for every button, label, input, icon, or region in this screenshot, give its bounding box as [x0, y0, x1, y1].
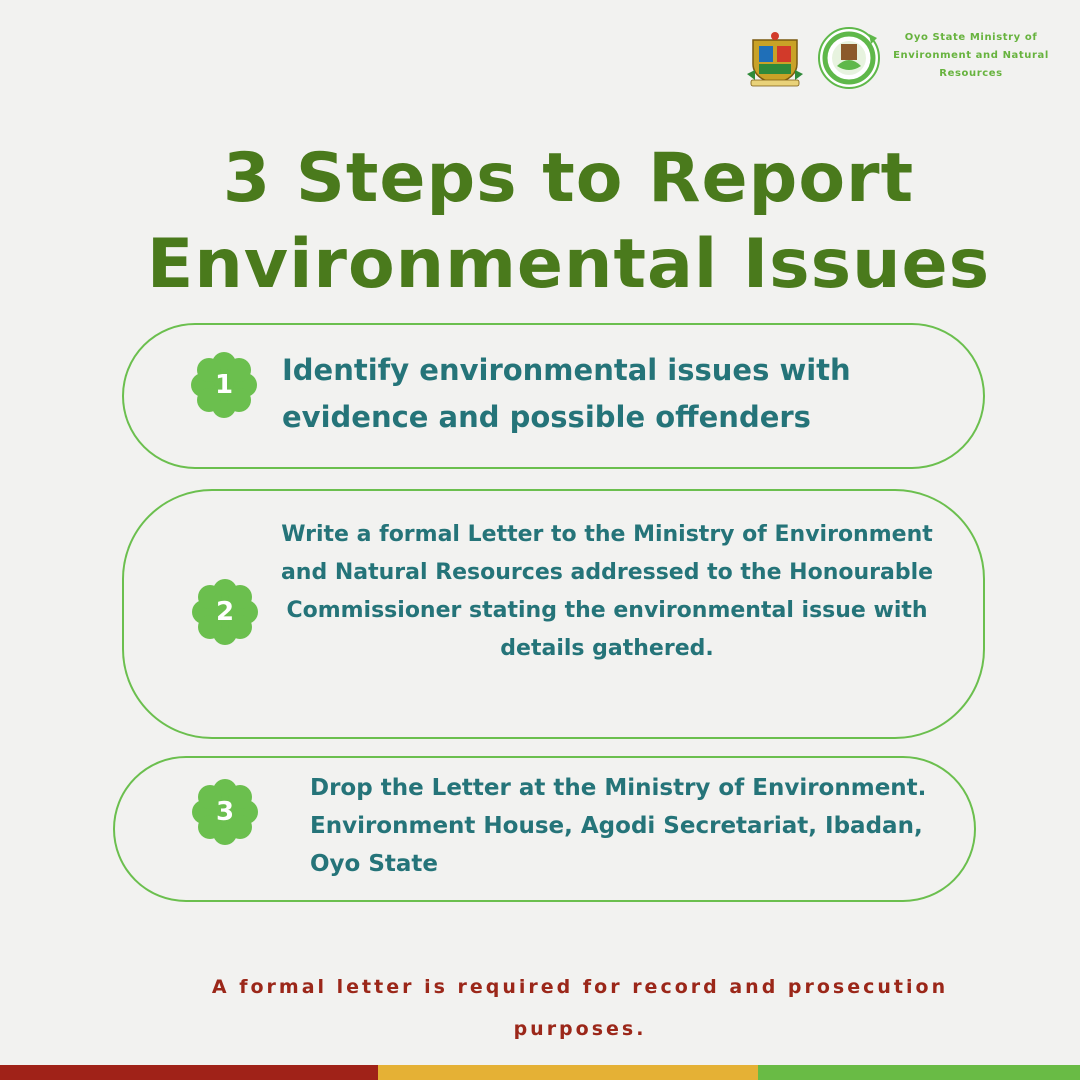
step-text-2: Write a formal Letter to the Ministry of Environment and Natural Resources addressed to the Honourable Commissioner stating the environmental issue with details gathered.: [280, 522, 934, 661]
step-number: 3: [215, 797, 235, 827]
step-number: 1: [214, 370, 234, 400]
footer-bar-red: [0, 1065, 378, 1080]
step-badge-3: [189, 776, 261, 848]
step-badge-2: [189, 576, 261, 648]
step-text-3: Drop the Letter at the Ministry of Environment. Environment House, Agodi Secretariat, Ibadan, Oyo State: [310, 775, 927, 877]
page-title: 3 Steps to Report Environmental Issues: [146, 139, 991, 304]
step-text-1: Identify environmental issues with evidence and possible offenders: [282, 353, 851, 434]
footer-bar-yellow: [378, 1065, 758, 1080]
ministry-logo-icon: [817, 26, 881, 90]
header: [745, 26, 1065, 92]
footer-bar-green: [758, 1065, 1080, 1080]
ministry-name: Oyo State Ministry of Environment and Natural Resources: [893, 32, 1049, 79]
step-badge-1: [188, 349, 260, 421]
oyo-state-crest-icon: [745, 30, 805, 88]
footer-note: A formal letter is required for record and prosecution purposes.: [211, 976, 949, 1040]
step-number: 2: [215, 597, 235, 627]
